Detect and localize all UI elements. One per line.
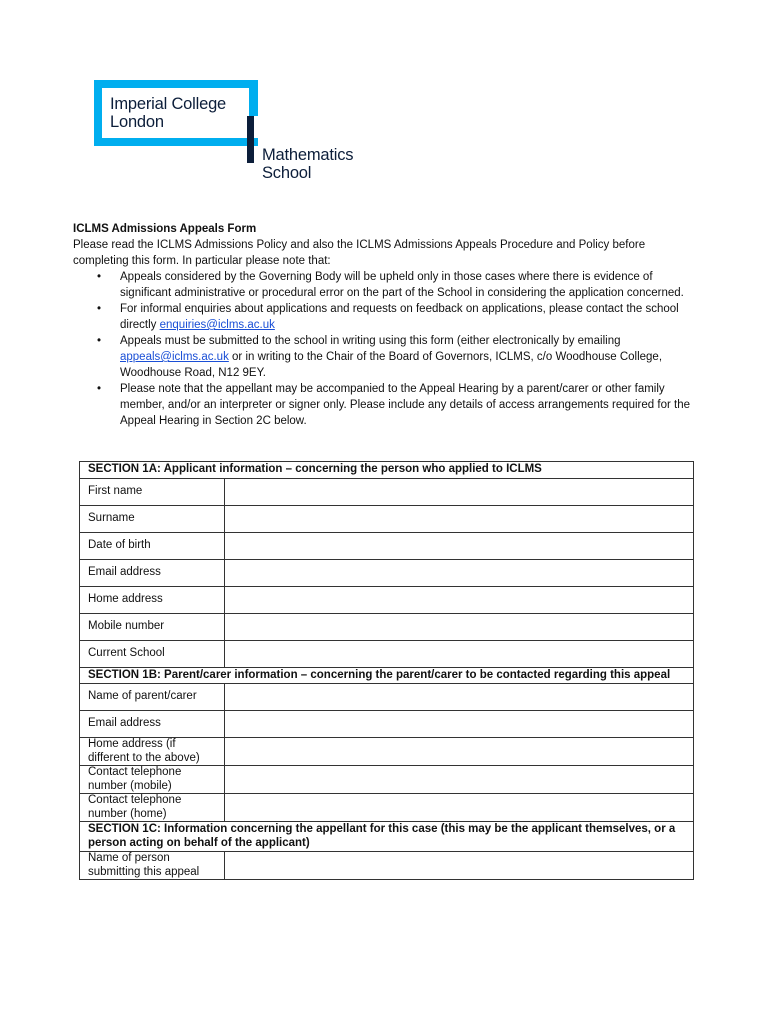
bullet-text: Appeals must be submitted to the school in writing using this form (either electronically by emailing <box>120 335 621 347</box>
parent-mobile-field[interactable] <box>225 766 694 794</box>
field-label: Date of birth <box>80 532 225 559</box>
parent-home-address-field[interactable] <box>225 738 694 766</box>
bullet-icon: • <box>97 271 102 283</box>
appeals-email-link[interactable]: appeals@iclms.ac.uk <box>120 351 229 363</box>
mobile-number-field[interactable] <box>225 613 694 640</box>
appellant-name-field[interactable] <box>225 852 694 880</box>
intro-paragraph: Please read the ICLMS Admissions Policy and also the ICLMS Admissions Appeals Procedure and Policy before completing this form. In particular please note that: <box>73 239 646 267</box>
logo-college-text <box>110 95 226 131</box>
section-1a-heading: SECTION 1A: Applicant information – concerning the person who applied to ICLMS <box>80 462 694 479</box>
notes-list <box>73 269 697 429</box>
logo-vertical-bar <box>247 116 254 163</box>
list-item <box>73 381 697 429</box>
parent-home-phone-field[interactable] <box>225 794 694 822</box>
section-1c-heading: SECTION 1C: Information concerning the appellant for this case (this may be the applicant themselves, or a person acting on behalf of the applicant) <box>80 822 694 852</box>
field-label: First name <box>80 478 225 505</box>
field-label: Email address <box>80 711 225 738</box>
current-school-field[interactable] <box>225 640 694 667</box>
field-label: Email address <box>80 559 225 586</box>
field-label: Surname <box>80 505 225 532</box>
list-item <box>73 269 697 301</box>
field-label: Name of parent/carer <box>80 684 225 711</box>
bullet-text: For informal enquiries about applications and requests on feedback on applications, please contact the school directly <box>120 303 679 331</box>
logo-frame-right <box>249 80 258 116</box>
bullet-text: or in writing to the Chair of the Board of Governors, ICLMS, c/o Woodhouse College, Woodhouse Road, N12 9EY. <box>120 351 663 379</box>
applicant-email-field[interactable] <box>225 559 694 586</box>
field-label: Contact telephone number (home) <box>80 794 225 822</box>
field-label: Name of person submitting this appeal <box>80 852 225 880</box>
field-label: Contact telephone number (mobile) <box>80 766 225 794</box>
bullet-icon: • <box>97 303 102 315</box>
appeal-form-table <box>79 461 694 880</box>
logo-college-line1: Imperial College <box>110 95 227 113</box>
field-label: Current School <box>80 640 225 667</box>
surname-field[interactable] <box>225 505 694 532</box>
date-of-birth-field[interactable] <box>225 532 694 559</box>
parent-name-field[interactable] <box>225 684 694 711</box>
list-item <box>73 301 697 333</box>
first-name-field[interactable] <box>225 478 694 505</box>
field-label: Home address (if different to the above) <box>80 738 225 766</box>
intro-section <box>73 221 697 429</box>
section-1b-heading: SECTION 1B: Parent/carer information – concerning the parent/carer to be contacted regarding this appeal <box>80 667 694 684</box>
bullet-icon: • <box>97 335 102 347</box>
logo-school-line1: Mathematics <box>262 146 354 164</box>
bullet-icon: • <box>97 383 102 395</box>
logo-college-line2: London <box>110 113 164 131</box>
bullet-text: Appeals considered by the Governing Body will be upheld only in those cases where there is evidence of significant administrative or procedural error on the part of the School in considering the application concerned. <box>120 271 684 299</box>
enquiries-email-link[interactable]: enquiries@iclms.ac.uk <box>159 319 275 331</box>
imperial-college-logo <box>94 80 384 190</box>
form-title: ICLMS Admissions Appeals Form <box>73 223 257 235</box>
parent-email-field[interactable] <box>225 711 694 738</box>
logo-school-text <box>262 146 353 182</box>
field-label: Home address <box>80 586 225 613</box>
field-label: Mobile number <box>80 613 225 640</box>
applicant-home-address-field[interactable] <box>225 586 694 613</box>
bullet-text: Please note that the appellant may be accompanied to the Appeal Hearing by a parent/carer or other family member, and/or an interpreter or signer only. Please include any details of access arrangements required for the Appeal Hearing in Section 2C below. <box>120 383 690 427</box>
list-item <box>73 333 697 381</box>
logo-school-line2: School <box>262 164 312 182</box>
